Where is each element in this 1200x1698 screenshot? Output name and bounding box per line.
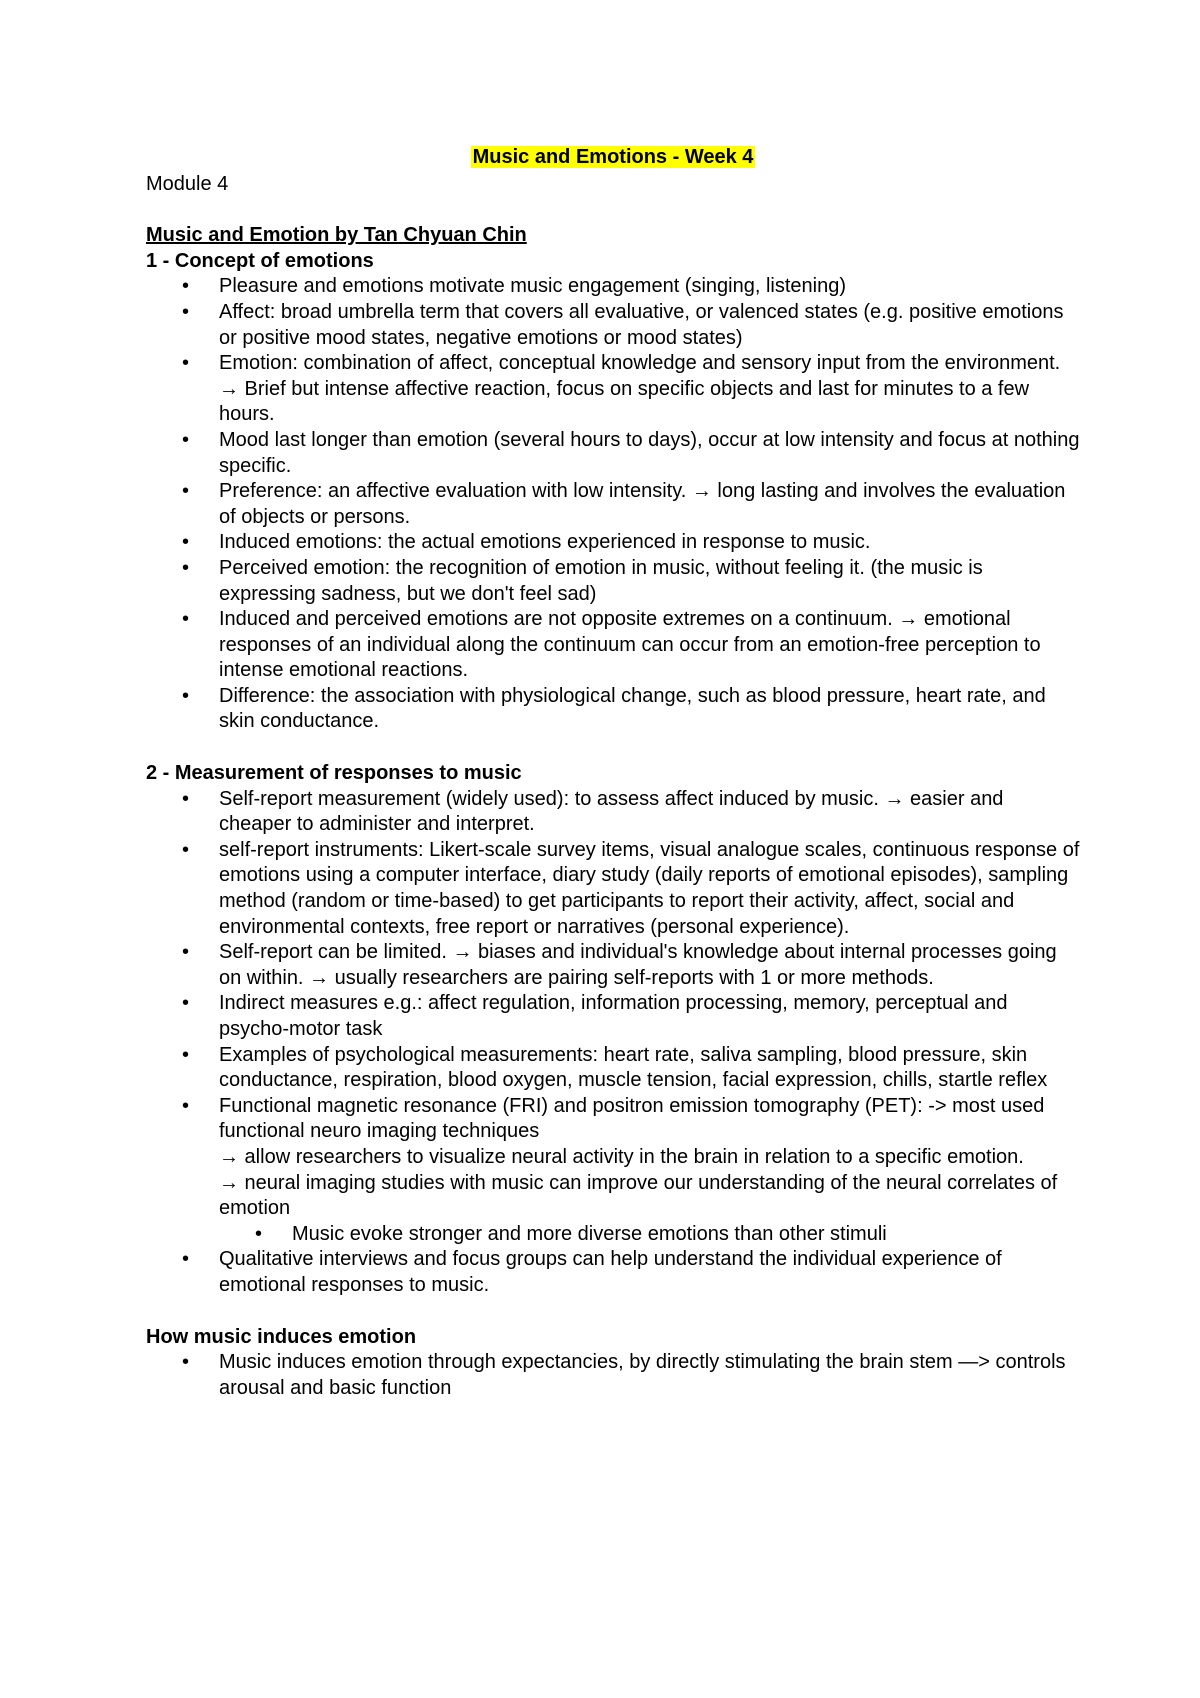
list-item-imaging <box>146 1094 1080 1222</box>
list-item: • Affect: broad umbrella term that covers all evaluative, or valenced states (e.g. positive emotions or positive mood states, negative emotions or mood states) <box>146 300 1080 351</box>
spacer <box>146 1299 1080 1325</box>
sub-list-item: • Music evoke stronger and more diverse emotions than other stimuli <box>146 1222 1080 1248</box>
list-item: • Examples of psychological measurements: heart rate, saliva sampling, blood pressure, skin conductance, respiration, blood oxygen, muscle tension, facial expression, chills, startle reflex <box>146 1043 1080 1094</box>
list-item: • Self-report measurement (widely used): to assess affect induced by music. → easier and cheaper to administer and interpret. <box>146 787 1080 838</box>
measurement-list <box>146 787 1080 1299</box>
list-item: • self-report instruments: Likert-scale survey items, visual analogue scales, continuous response of emotions using a computer interface, diary study (daily reports of emotional episodes), sampling method (random or time-based) to get participants to report their activity, affect, social and environmental contexts, free report or narratives (personal experience). <box>146 838 1080 940</box>
list-item: • Qualitative interviews and focus groups can help understand the individual experience of emotional responses to music. <box>146 1247 1080 1298</box>
list-item: • Induced and perceived emotions are not opposite extremes on a continuum. → emotional responses of an individual along the continuum can occur from an emotion-free perception to intense emotional reactions. <box>146 607 1080 684</box>
highlighted-title: Music and Emotions - Week 4 <box>472 146 754 168</box>
imaging-line-2: → allow researchers to visualize neural activity in the brain in relation to a specific emotion. <box>219 1145 1024 1168</box>
list-item: • Pleasure and emotions motivate music engagement (singing, listening) <box>146 274 1080 300</box>
concept-list <box>146 274 1080 735</box>
document-title <box>146 145 1080 171</box>
list-item: • Difference: the association with physiological change, such as blood pressure, heart rate, and skin conductance. <box>146 684 1080 735</box>
list-item: • Preference: an affective evaluation with low intensity. → long lasting and involves the evaluation of objects or persons. <box>146 479 1080 530</box>
imaging-line-3: → neural imaging studies with music can improve our understanding of the neural correlates of emotion <box>219 1171 1058 1220</box>
list-item: • Self-report can be limited. → biases and individual's knowledge about internal processes going on within. → usually researchers are pairing self-reports with 1 or more methods. <box>146 940 1080 991</box>
imaging-line-1: • Functional magnetic resonance (FRI) and positron emission tomography (PET): -> most used functional neuro imaging techniques <box>219 1094 1045 1143</box>
spacer <box>146 735 1080 761</box>
list-item: • Perceived emotion: the recognition of emotion in music, without feeling it. (the music is expressing sadness, but we don't feel sad) <box>146 556 1080 607</box>
measurement-heading: 2 - Measurement of responses to music <box>146 762 522 785</box>
module-label: Module 4 <box>146 172 229 195</box>
list-item: • Induced emotions: the actual emotions experienced in response to music. <box>146 530 1080 556</box>
section-heading: Music and Emotion by Tan Chyuan Chin <box>146 224 527 247</box>
list-item: • Music induces emotion through expectancies, by directly stimulating the brain stem —> controls arousal and basic function <box>146 1350 1080 1401</box>
list-item: • Mood last longer than emotion (several hours to days), occur at low intensity and focus at nothing specific. <box>146 428 1080 479</box>
list-item: • Emotion: combination of affect, conceptual knowledge and sensory input from the environment. → Brief but intense affective reaction, focus on specific objects and last for minutes to a few hours. <box>146 351 1080 428</box>
concept-heading: 1 - Concept of emotions <box>146 249 374 272</box>
induction-list <box>146 1350 1080 1401</box>
list-item: • Indirect measures e.g.: affect regulation, information processing, memory, perceptual and psycho-motor task <box>146 991 1080 1042</box>
induction-heading: How music induces emotion <box>146 1325 417 1348</box>
